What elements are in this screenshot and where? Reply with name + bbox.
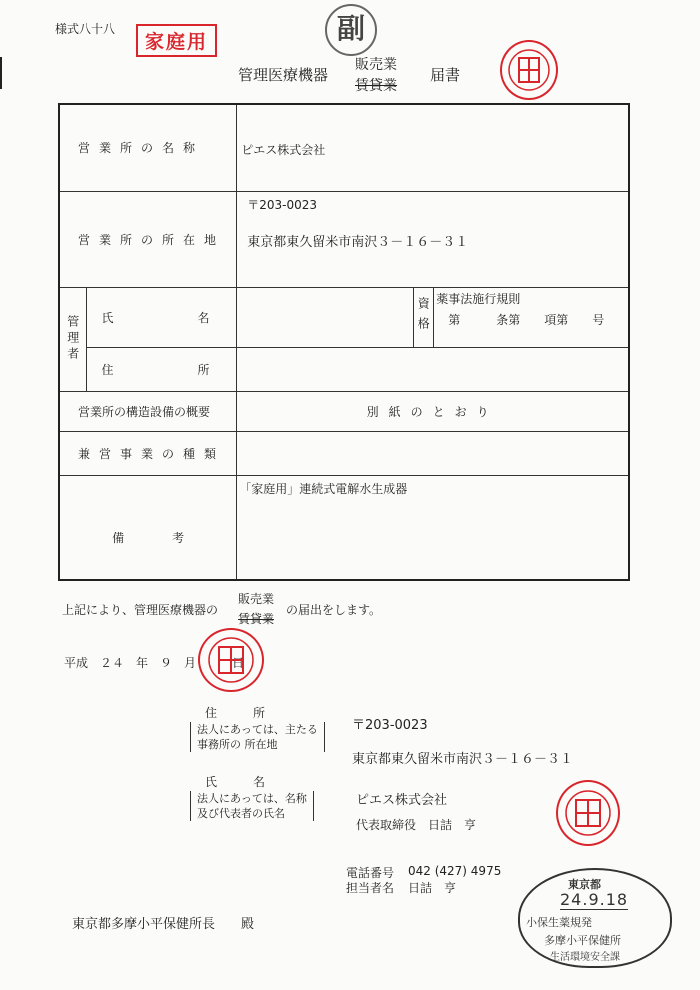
remarks-label: 備 考: [59, 475, 237, 580]
office-name-row: [59, 104, 629, 191]
official-seal-date: [198, 628, 264, 692]
seal-pattern-icon: [502, 42, 556, 98]
receipt-stamp-middle: 多摩小平保健所: [544, 934, 621, 947]
manager-name-label: 氏 名: [87, 287, 237, 347]
address-note-line-2: 事務所の 所在地: [197, 738, 278, 751]
remarks-value: 「家庭用」連続式電解水生成器: [237, 475, 629, 580]
addressee: 東京都多摩小平保健所長 殿: [72, 917, 255, 932]
declaration-suffix: の届出をします。: [286, 603, 382, 617]
facility-row: [59, 391, 629, 431]
applicant-postal: 〒203-0023: [352, 718, 428, 733]
office-address-label: 営業所の所在地: [59, 191, 237, 287]
other-business-row: [59, 431, 629, 475]
manager-address-value: [237, 347, 629, 391]
company-seal: [556, 780, 620, 846]
facility-label: 営業所の構造設備の概要: [59, 391, 237, 431]
office-postal: 〒203-0023: [247, 197, 317, 212]
applicant-address: 東京都東久留米市南沢３－１６－３１: [352, 752, 574, 767]
receipt-stamp-date: 24.9.18: [560, 890, 629, 909]
margin-mark: [0, 57, 2, 89]
home-use-stamp: 家庭用: [136, 24, 217, 57]
qualification-label: 資格: [414, 287, 434, 347]
copy-seal: 副: [325, 4, 377, 56]
office-address-cell: [237, 191, 629, 287]
manager-label: 管理者: [59, 287, 87, 391]
applicant-address-note: [190, 722, 325, 752]
other-business-value: [237, 431, 629, 475]
form-number: 様式八十八: [55, 22, 116, 36]
receipt-stamp-bottom: 生活環境安全課: [550, 952, 620, 963]
applicant-company: ピエス株式会社: [356, 793, 448, 808]
remarks-row: [59, 475, 629, 580]
title-prefix: 管理医療機器: [238, 66, 329, 84]
manager-address-label: 住 所: [87, 347, 237, 391]
notification-form-table: [58, 103, 630, 581]
phone-label: 電話番号: [346, 866, 395, 880]
manager-address-row: [59, 347, 629, 391]
seal-pattern-icon: [558, 782, 618, 844]
contact-label: 担当者名: [346, 881, 395, 895]
declaration-prefix: 上記により、管理医療機器の: [62, 603, 219, 617]
declaration-option-lease: 賃貸業: [238, 612, 275, 626]
qualification-rule: 薬事法施行規則: [436, 291, 521, 306]
title-option-lease: 賃貸業: [355, 78, 397, 94]
manager-name-row: [59, 287, 629, 347]
office-address-row: [59, 191, 629, 287]
receipt-stamp: [518, 868, 672, 968]
qualification-article: 第 条第 項第 号: [448, 312, 605, 327]
name-note-line-2: 及び代表者の氏名: [197, 807, 285, 820]
facility-value: 別紙のとおり: [237, 391, 629, 431]
applicant-name-label: 氏 名: [205, 775, 266, 789]
title-suffix: 届書: [430, 66, 461, 84]
receipt-stamp-top: 東京都: [568, 878, 601, 891]
applicant-address-label: 住 所: [205, 706, 266, 720]
title-option-sale: 販売業: [355, 57, 397, 73]
applicant-name-note: [190, 791, 314, 821]
office-address-value: 東京都東久留米市南沢３－１６－３１: [247, 234, 469, 250]
qualification-cell: [434, 287, 629, 347]
seal-pattern-icon: [200, 630, 262, 690]
office-name-label: 営業所の名称: [59, 104, 237, 191]
receipt-stamp-left: 小保生薬規発: [526, 916, 592, 929]
official-seal-top: [500, 40, 558, 100]
name-note-line-1: 法人にあっては、名称: [197, 792, 307, 805]
declaration-date: 平成 ２４ 年 ９ 月 日: [64, 656, 245, 670]
declaration-option-sale: 販売業: [238, 592, 275, 606]
office-name-value: ピエス株式会社: [237, 104, 629, 191]
address-note-line-1: 法人にあっては、主たる: [197, 723, 318, 736]
manager-name-value: [237, 287, 414, 347]
other-business-label: 兼営事業の種類: [59, 431, 237, 475]
contact-value: 日詰 亨: [408, 881, 457, 895]
applicant-representative: 代表取締役 日詰 亨: [356, 818, 477, 832]
phone-value: 042 (427) 4975: [408, 864, 502, 878]
